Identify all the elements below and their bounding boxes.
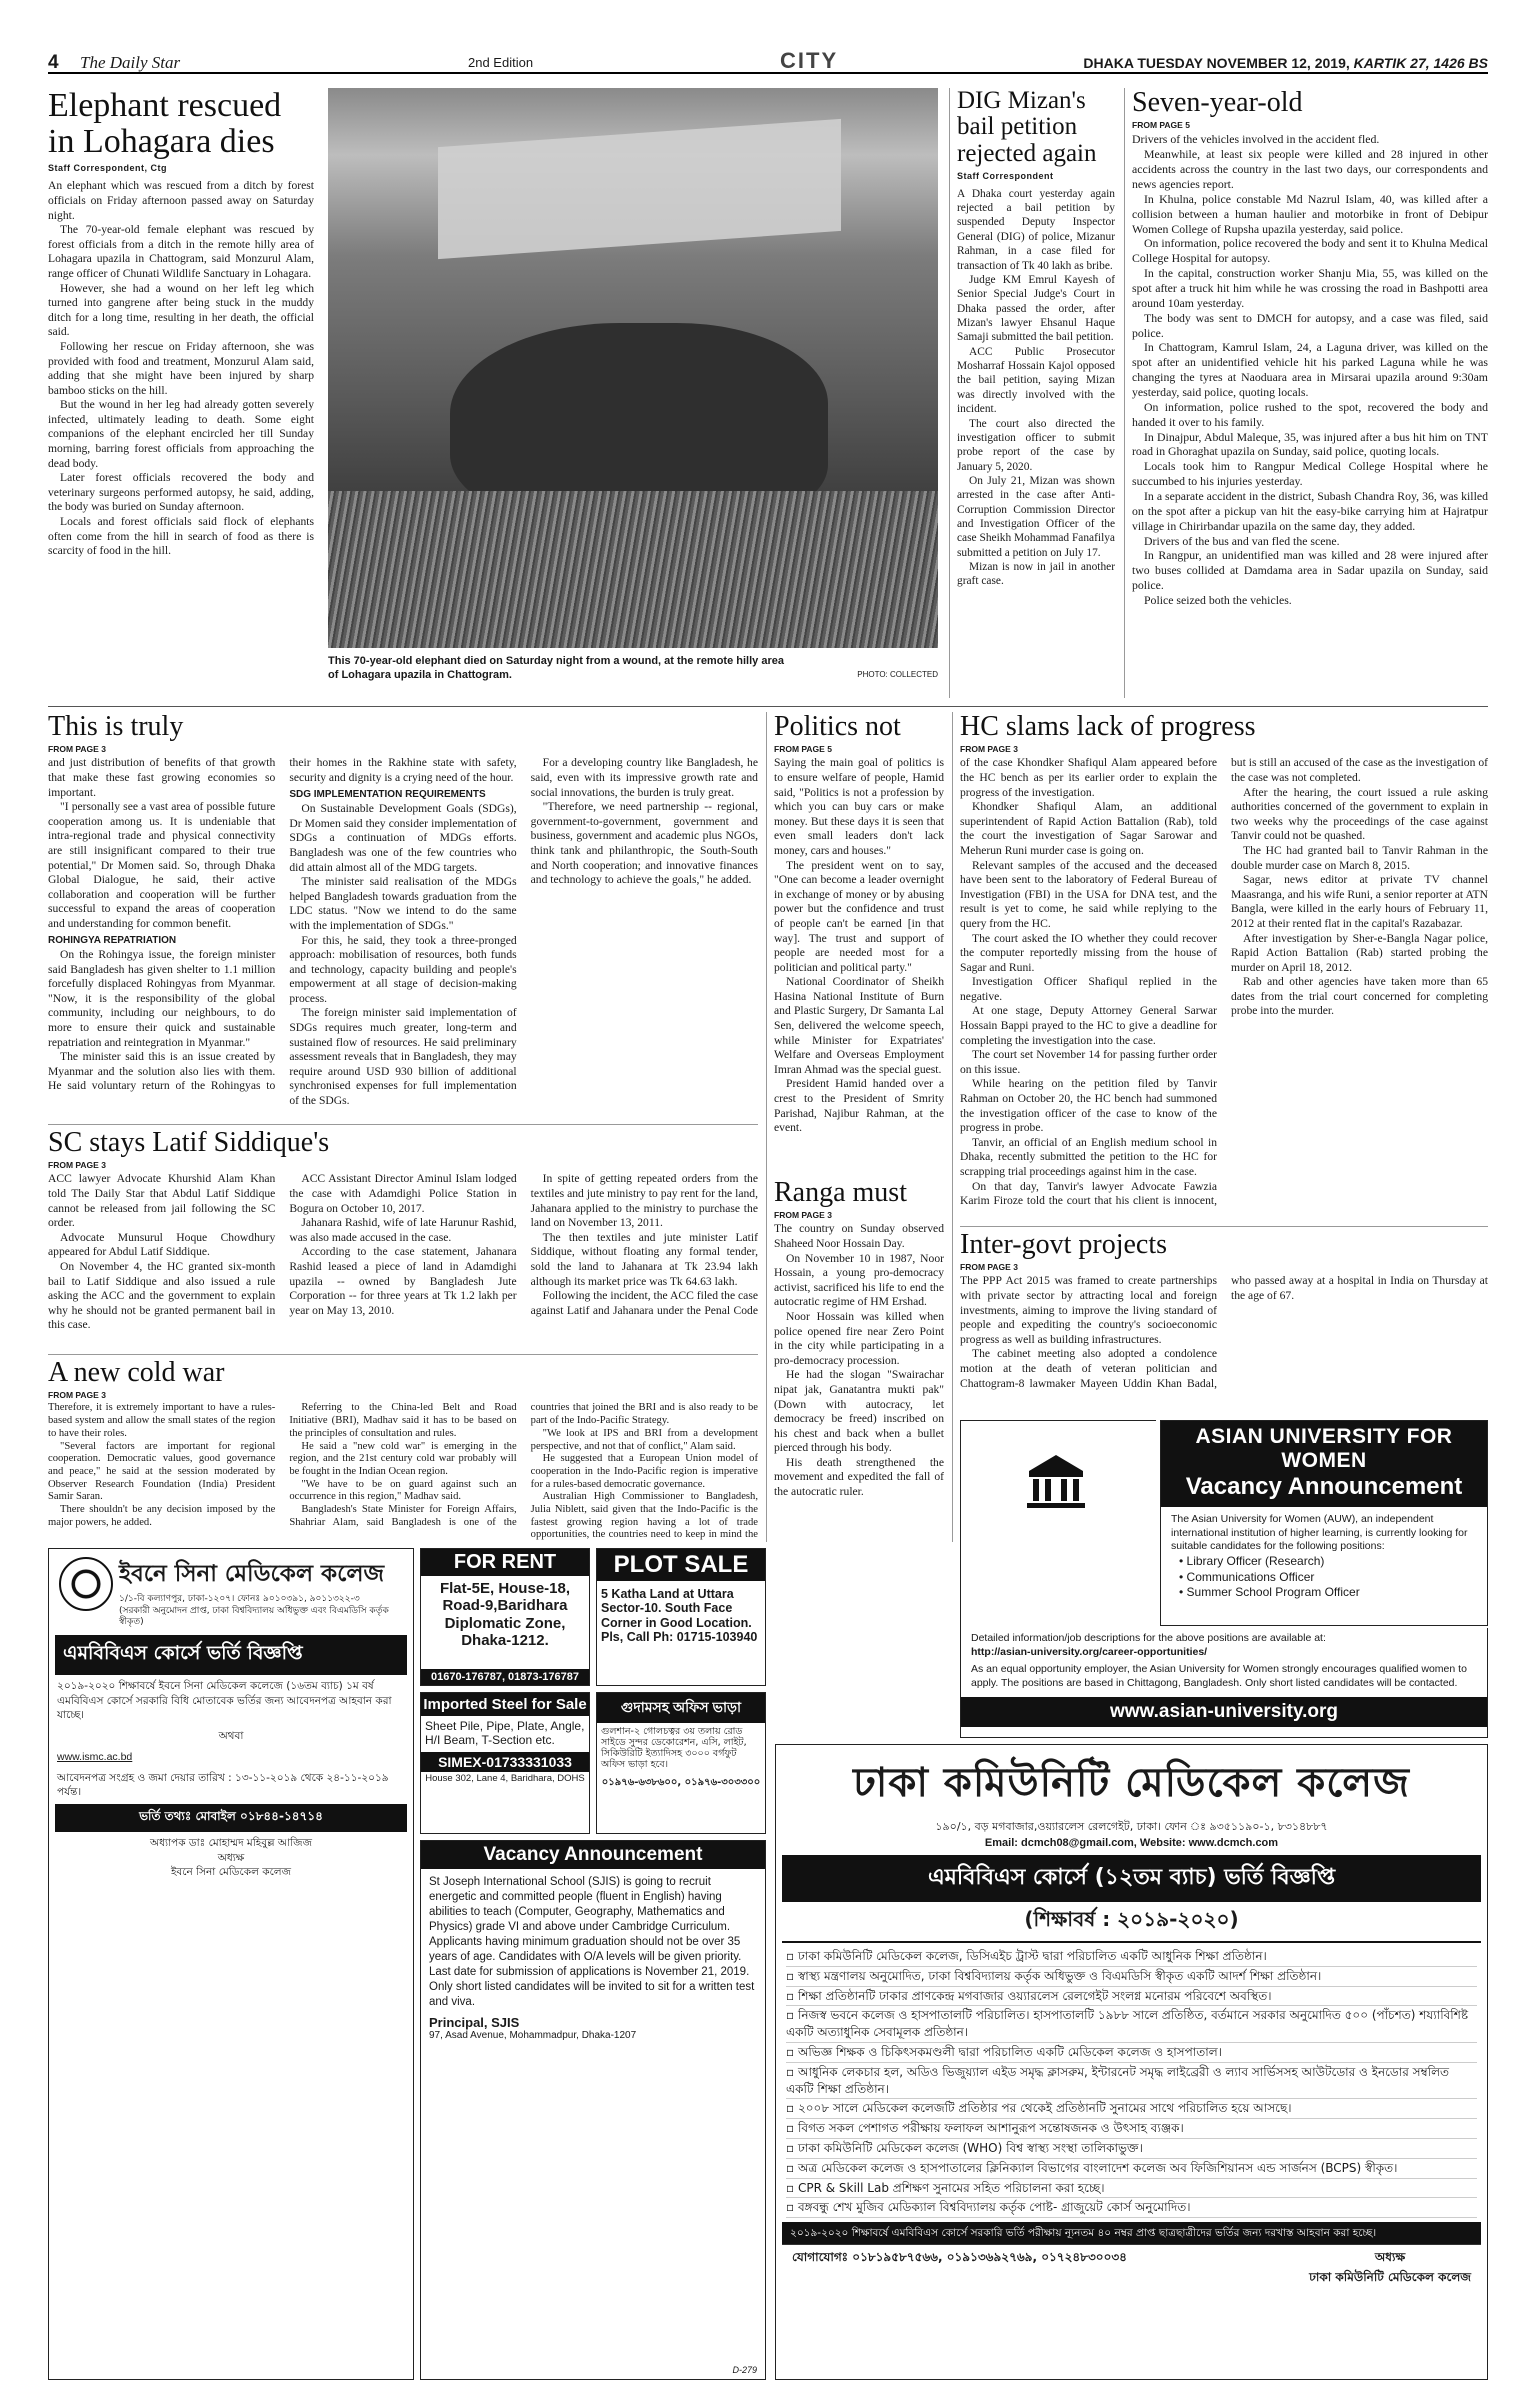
ad-text: Sheet Pile, Pipe, Plate, Angle, H/I Beam, T-Section etc.	[425, 1719, 585, 1747]
paragraph: Jahanara Rashid, wife of late Harunur Rashid, was also made accused in the case.	[289, 1216, 517, 1244]
ad-footnote: ২০১৯-২০২০ শিক্ষাবর্ষে এমবিবিএস কোর্সে সরকারি ভর্তি পরীক্ষায় ন্যূনতম ৪০ নম্বর প্রাপ্ত ছাত্রছাত্রীদের ভর্তির জন্য দরখাস্ত আহবান করা হচ্ছে।	[782, 2222, 1481, 2244]
jump-from: FROM PAGE 3	[960, 744, 1018, 755]
photo-grass	[328, 491, 938, 648]
page-number: 4	[48, 52, 59, 73]
list-item: ▫ CPR & Skill Lab প্রশিক্ষণ সুনামের সহিত পরিচালনা করা হচ্ছে।	[786, 2179, 1477, 2199]
headline: A new cold war	[48, 1358, 225, 1388]
paragraph: The court set November 14 for passing further order on this issue.	[960, 1048, 1217, 1076]
list-item: ▫ স্বাস্থ্য মন্ত্রণালয় অনুমোদিত, ঢাকা বিশ্ববিদ্যালয় কর্তৃক অধিভুক্ত ও বিএমডিসি স্বীকৃত একটি আদর্শ শিক্ষা প্রতিষ্ঠান।	[786, 1967, 1477, 1987]
byline: Staff Correspondent	[957, 170, 1054, 181]
list-item-text: নিজস্ব ভবনে কলেজ ও হাসপাতালটি পরিচালিত। হাসপাতালটি ১৯৮৮ সালে প্রতিষ্ঠিত, বর্তমানে সরকার অনুমোদিত ৫০০ (পাঁচশত) শয্যাবিশিষ্ট একটি অত্যাধুনিক সেবামূলক প্রতিষ্ঠান।	[786, 2008, 1469, 2040]
paragraph: The president went on to say, "One can become a leader overnight in exchange of money or by abusing power but the confidence and trust of people can't be earned [in that way]. The trust and support of people are needed most for a politician and political party."	[774, 858, 944, 974]
ad-phone: SIMEX-01733331033	[421, 1752, 589, 1772]
edition: 2nd Edition	[468, 55, 534, 70]
career-link[interactable]: http://asian-university.org/career-opportunities/	[971, 1645, 1208, 1658]
paragraph: After the hearing, the court issued a rule asking authorities concerned of the government to explain in two weeks why the proceedings of the case against Tanvir could not be quashed.	[1231, 785, 1488, 843]
paragraph: National Coordinator of Sheikh Hasina National Institute of Burn and Plastic Surgery, Dr Samanta Lal Sen, delivered the welcome speech, while Minister for Expatriates' Welfare and Overseas Employment Imran Ahmad was the special guest.	[774, 975, 944, 1076]
section-rule	[48, 1354, 758, 1355]
position-item: • Communications Officer	[1179, 1569, 1315, 1584]
ad-sjis-vacancy	[420, 1840, 766, 2380]
section-name: CITY	[780, 48, 839, 73]
paragraph: Sagar, news editor at private TV channel Maasranga, and his wife Runi, a senior reporter at ATN Bangla, were killed in the early hours of February 11, 2012 at their rented flat in the capital's Razabazar.	[1231, 873, 1488, 930]
ad-asian-university-left	[960, 1420, 1156, 1628]
ad-contact	[782, 2244, 1481, 2285]
ad-heading: Imported Steel for Sale	[421, 1693, 589, 1716]
ad-intro: ২০১৯-২০২০ শিক্ষাবর্ষে ইবনে সিনা মেডিকেল কলেজে (১৬তম ব্যাচ) ১ম বর্ষ এমবিবিএস কোর্সে সরকারি বিধি মোতাবেক ভর্তির জন্য আবেদনপত্র আহবান করা যাচ্ছে।	[57, 1680, 392, 1722]
article-body	[960, 1274, 1488, 1414]
ad-detail-text: Detailed information/job descriptions for the above positions are available at:	[971, 1632, 1326, 1644]
paragraph: In Dinajpur, Abdul Maleque, 35, was injured after a bus hit him on TNT road in Ghoraghat upazila on Sunday, said police, quoting locals.	[1132, 429, 1488, 459]
jump-from: FROM PAGE 3	[48, 1390, 106, 1401]
headline: DIG Mizan's bail petition rejected again	[957, 88, 1097, 167]
ad-intro: The Asian University for Women (AUW), an independent international institution of higher learning, is currently looking for suitable candidates for the following positions:	[1171, 1513, 1468, 1553]
ad-banner: এমবিবিএস কোর্সে ভর্তি বিজ্ঞপ্তি	[55, 1635, 407, 1675]
headline: Ranga must	[774, 1178, 907, 1208]
article-seven-year-old	[1132, 88, 1488, 698]
position-item: • Library Officer (Research)	[1179, 1553, 1325, 1568]
paragraph: The PPP Act 2015 was framed to create partnerships with private sector by attracting local and foreign investments, aiming to improve the living standard of people and expediting the country's socioeconomic progress as well as building infrastructures.	[960, 1274, 1217, 1346]
paragraph: On that day, Tanvir's lawyer Advocate Fawzia Karim Firoze told the court that his client is innocent, but is still an accused of the case as the investigation of the case was not completed.	[960, 756, 1488, 1208]
headline: SC stays Latif Siddique's	[48, 1128, 330, 1158]
paragraph: Saying the main goal of politics is to ensure welfare of people, Hamid said, "Politics is not a profession by which you can buy cars or make money. But these days it is seen that even small leaders don't lack money, cars and houses."	[774, 756, 944, 857]
signer-org: ইবনে সিনা মেডিকেল কলেজ	[170, 1866, 292, 1879]
paragraph: "We look at IPS and BRI from a development perspective, and not that of conflict," Alam said.	[530, 1427, 758, 1452]
ad-ibn-sina-medical	[48, 1548, 414, 2380]
paragraph: There shouldn't be any decision imposed by the major powers, he added.	[48, 1504, 276, 1528]
paragraph: Investigation Officer Shafiqul replied in the negative.	[960, 975, 1217, 1003]
paragraph: The country on Sunday observed Shaheed Noor Hossain Day.	[774, 1222, 944, 1250]
article-new-cold-war	[48, 1358, 758, 1544]
paragraph: The court also directed the investigation officer to submit probe report of the case by January 5, 2020.	[957, 417, 1115, 473]
paragraph: He said a "new cold war" is emerging in the region, and the 21st century cold war probably will be fought in the Indian Ocean region.	[289, 1440, 517, 1477]
ad-text: 5 Katha Land at Uttara Sector-10. South Face Corner in Good Location. Pls, Call Ph: 01715-103940	[601, 1587, 758, 1645]
paragraph: The minister said this is an issue created by Myanmar and the solution also lies with them. He said voluntary return of the Rohingyas to their homes in the Rakhine state with safety, security and dignity is a crying need of the hour.	[48, 756, 517, 1093]
ad-asian-university	[1160, 1420, 1488, 1626]
signer-title: অধ্যক্ষ	[217, 1851, 245, 1864]
ad-asian-university-lower	[960, 1628, 1488, 1738]
photo-credit: PHOTO: COLLECTED	[857, 670, 938, 679]
list-item-text: বিগত সকল পেশাগত পরীক্ষায় ফলাফল আশানুরূপ সন্তোষজনক ও উৎসাহ ব্যঞ্জক।	[797, 2121, 1184, 2136]
paper-name: The Daily Star	[80, 53, 181, 72]
list-item-text: অত্র মেডিকেল কলেজ ও হাসপাতালের ক্লিনিক্যাল বিভাগের বাংলাদেশ কলেজ অব ফিজিশিয়ানস এন্ড সার্জনস (BCPS) স্বীকৃত।	[797, 2160, 1398, 2175]
ad-text: Flat-5E, House-18, Road-9,Baridhara Diplomatic Zone, Dhaka-1212.	[439, 1580, 571, 1649]
ad-office-rent	[596, 1692, 766, 1834]
subheading: SDG IMPLEMENTATION REQUIREMENTS	[289, 788, 486, 800]
list-item: ▫ ঢাকা কমিউনিটি মেডিকেল কলেজ (WHO) বিশ্ব স্বাস্থ্য সংস্থা তালিকাভুক্ত।	[786, 2139, 1477, 2159]
paragraph: The body was sent to DMCH for autopsy, and a case was filed, said police.	[1132, 310, 1488, 340]
ad-deadline: আবেদনপত্র সংগ্রহ ও জমা দেয়ার তারিখ : ১৩-১১-২০১৯ থেকে ২৪-১১-২০১৯ পর্যন্ত।	[57, 1771, 389, 1799]
paragraph: On November 10 in 1987, Noor Hossain, a young pro-democracy activist, sacrificed his life to end the autocratic regime of HM Ershad.	[774, 1251, 944, 1309]
date-bn: KARTIK 27, 1426 BS	[1353, 55, 1488, 71]
column-rule	[1124, 88, 1125, 698]
paragraph: Mizan is now in jail in another graft case.	[957, 561, 1115, 588]
headline: This is truly	[48, 712, 184, 742]
paragraph: An elephant which was rescued from a ditch by forest officials on Friday afternoon passed away on Saturday night.	[48, 179, 314, 222]
signer-name: অধ্যাপক ডাঃ মোহাম্মদ মহিবুল্ল আজিজ	[150, 1836, 312, 1849]
ad-text: St Joseph International School (SJIS) is going to recruit energetic and committed people (fluent in English) having abilities to teach (Computer, Geography, Mathematics and Physics) grade VI and above under Cambridge Curriculum. Applicants having minimum graduation should not be over 35 years of age. Candidates with O/A levels will be given priority. Last date for submission of applications is November 21, 2019. Only short listed candidates will be invited to sit for a written test and viva.	[429, 1876, 755, 2008]
paragraph: On the Rohingya issue, the foreign minister said Bangladesh has given shelter to 1.1 million forcefully displaced Rohingyas from Myanmar. "Now, it is the responsibility of the global community, including our neighbours, to do more to ensure their quick and sustainable repatriation and reintegration in Myanmar."	[48, 948, 276, 1049]
position-item: • Summer School Program Officer	[1179, 1585, 1360, 1600]
list-item: ▫ ২০০৮ সালে মেডিকেল কলেজটি প্রতিষ্ঠার পর থেকেই প্রতিষ্ঠানটি সুনামের সাথে পরিচালিত হয়ে আসছে।	[786, 2099, 1477, 2119]
list-item-text: শিক্ষা প্রতিষ্ঠানটি ঢাকার প্রাণকেন্দ্র মগবাজার ওয়্যারলেস রেলগেইট সংলগ্ন মনোরম পরিবেশে অবস্থিত।	[797, 1988, 1272, 2003]
paragraph: The foreign minister said implementation of SDGs requires much greater, long-term and sustained flow of resources. He said preliminary assessment reveals that in Bangladesh, they may require around USD 930 billion of additional synchronised expenses for full implementation of the SDGs.	[289, 1006, 517, 1108]
paragraph: According to the case statement, Jahanara Rashid leased a piece of land in Adamdighi upazila -- owned by Bangladesh Jute Corporation -- for three years at Tk 1.2 lakh per year on May 13, 2010.	[289, 1245, 517, 1317]
headline: Elephant rescued in Lohagara dies	[48, 87, 282, 160]
article-body	[774, 756, 944, 1135]
paragraph: ACC Public Prosecutor Mosharraf Hossain Kajol opposed the bail petition, saying Mizan was directly involved with the incident.	[957, 345, 1115, 416]
paragraph: For a developing country like Bangladesh, he said, even with its impressive growth rate and social innovations, the burden is truly great.	[530, 756, 758, 799]
paragraph: Referring to the China-led Belt and Road Initiative (BRI), Madhav said it has to be based on the principles of consultation and rules.	[289, 1402, 517, 1439]
headline: Seven-year-old	[1132, 88, 1303, 118]
date-en: DHAKA TUESDAY NOVEMBER 12, 2019,	[1083, 55, 1350, 71]
list-item: ▫ শিক্ষা প্রতিষ্ঠানটি ঢাকার প্রাণকেন্দ্র মগবাজার ওয়্যারলেস রেলগেইট সংলগ্ন মনোরম পরিবেশে অবস্থিত।	[786, 1987, 1477, 2007]
article-elephant	[48, 88, 314, 698]
paragraph: A Dhaka court yesterday again rejected a bail petition by suspended Deputy Inspector General (DIG) of police, Mizanur Rahman, in a case filed for transaction of Tk 40 lakh as bribe.	[957, 187, 1115, 272]
ad-email: Email: dcmch08@gmail.com, Website: www.dcmch.com	[984, 1837, 1279, 1849]
auw-logo-icon	[1021, 1451, 1091, 1511]
article-body	[48, 1172, 758, 1347]
paragraph: For this, he said, they took a three-pronged approach: mobilisation of resources, both funds and technology, capacity building and people's empowerment at all stage of decision-making process.	[289, 933, 517, 1005]
paragraph: Locals took him to Rangpur Medical College Hospital where he succumbed to his injuries yesterday.	[1132, 459, 1488, 489]
paragraph: "Several factors are important for regional cooperation. Democratic values, good governance and peace," he said at the session moderated by Observer Research Foundation (India) President Samir Saran.	[48, 1440, 276, 1503]
paragraph: Rab and other agencies have taken more than 65 dates from the trial court concerned for completing probe into the murder.	[1231, 975, 1488, 1018]
paragraph: ACC Assistant Director Aminul Islam lodged the case with Adamdighi Police Station in Bogura on October 10, 2017.	[289, 1172, 517, 1215]
ad-address: House 302, Lane 4, Baridhara, DOHS	[425, 1772, 585, 1784]
paragraph: Drivers of the bus and van fled the scene.	[1144, 533, 1340, 548]
section-rule	[48, 706, 1488, 707]
paragraph: "I personally see a vast area of possible future cooperation among us. It is undeniable that intra-regional trade and physical connectivity are still insignificant compared to their true potential," Dr Momen said. So, through Dhaka Global Dialogue, he said, their active collaboration and cooperation will be further successful to expand the areas of cooperation and understanding for common benefit.	[48, 800, 276, 930]
paragraph: However, she had a wound on her left leg which turned into gangrene after being stuck in the muddy ditch for a long time, resulting in her death, the official said.	[48, 281, 314, 339]
position-label: Summer School Program Officer	[1186, 1585, 1360, 1600]
ad-address-note: (সরকারী অনুমোদন প্রাপ্ত, ঢাকা বিশ্ববিদ্যালয় অধিভুক্ত এবং বিএমডিসি কর্তৃক স্বীকৃত)	[119, 1605, 389, 1628]
list-item: ▫ বঙ্গবন্ধু শেখ মুজিব মেডিক্যাল বিশ্ববিদ্যালয় কর্তৃক পোষ্ট- গ্রাজুয়েট কোর্স অনুমোদিত।	[786, 2198, 1477, 2218]
photo-tarp	[438, 119, 841, 259]
paragraph: In Chattogram, Kamrul Islam, 24, a Laguna driver, was killed on the spot after an unidentified vehicle hit his parked Laguna while he was changing the tyres at Naoduara area in Mirsarai upazila around 9:30am yesterday, said police, quoting locals.	[1132, 340, 1488, 399]
jump-from: FROM PAGE 5	[774, 744, 832, 755]
paragraph: Tanvir, an official of an English medium school in Dhaka, recently submitted the petition to the HC for scrapping trial proceedings against him in the case.	[960, 1135, 1217, 1179]
paragraph: The HC had granted bail to Tanvir Rahman in the double murder case on March 8, 2015.	[1231, 843, 1488, 872]
paragraph: Advocate Munsurul Hoque Chowdhury appeared for Abdul Latif Siddique.	[48, 1230, 276, 1259]
signer-org: ঢাকা কমিউনিটি মেডিকেল কলেজ	[1309, 2270, 1471, 2285]
ad-signer	[1309, 2249, 1471, 2289]
subheading: ROHINGYA REPATRIATION	[48, 934, 177, 946]
article-inter-govt	[960, 1230, 1488, 1416]
article-sc-stays	[48, 1128, 758, 1350]
ad-session: (শিক্ষাবর্ষ : ২০১৯-২০২০)	[782, 1902, 1481, 1943]
paragraph: of the case Khondker Shafiqul Alam appeared before the HC bench as per its earlier order to explain the progress of the investigation.	[960, 756, 1217, 799]
list-item: ▫ বিগত সকল পেশাগত পরীক্ষায় ফলাফল আশানুরূপ সন্তোষজনক ও উৎসাহ ব্যঞ্জক।	[786, 2119, 1477, 2139]
ad-body	[1161, 1507, 1487, 1607]
jump-from: FROM PAGE 3	[48, 744, 106, 755]
article-dig-mizan	[957, 88, 1115, 698]
position-label: Library Officer (Research)	[1186, 1553, 1325, 1568]
ad-detail	[961, 1628, 1487, 1697]
article-this-is-truly	[48, 712, 758, 1120]
list-item: ▫ আধুনিক লেকচার হল, অডিও ভিজুয়্যাল এইড সমৃদ্ধ ক্লাসরুম, ইন্টারনেট সমৃদ্ধ লাইব্রেরী ও ল্যাব সার্ভিসসহ আউটডোর ও ইনডোর সম্বলিত একটি শিক্ষা প্রতিষ্ঠান।	[786, 2063, 1477, 2100]
list-item: ▫ নিজস্ব ভবনে কলেজ ও হাসপাতালটি পরিচালিত। হাসপাতালটি ১৯৮৮ সালে প্রতিষ্ঠিত, বর্তমানে সরকার অনুমোদিত ৫০০ (পাঁচশত) শয্যাবিশিষ্ট একটি অত্যাধুনিক সেবামূলক প্রতিষ্ঠান।	[786, 2006, 1477, 2043]
paragraph: After investigation by Sher-e-Bangla Nagar police, Rapid Action Battalion (Rab) started probing the murder on April 18, 2012.	[1231, 931, 1488, 974]
elephant-photo	[328, 88, 938, 648]
ad-dhaka-community-medical	[775, 1744, 1488, 2380]
jump-from: FROM PAGE 5	[1132, 120, 1190, 131]
paragraph: Noor Hossain was killed when police opened fire near Zero Point in the city while participating in a pro-democracy procession.	[774, 1309, 944, 1367]
paragraph: Police seized both the vehicles.	[1144, 593, 1292, 608]
masthead	[48, 48, 1488, 74]
contact-numbers: যোগাযোগঃ ০১৮১৯৫৮৭৫৬৬, ০১৯১৩৬৯২৭৬৯, ০১৭২৪৮৩০০৩৪	[792, 2250, 1127, 2265]
column-rule	[766, 712, 767, 1542]
ad-imported-steel	[420, 1692, 590, 1834]
list-item-text: ঢাকা কমিউনিটি মেডিকেল কলেজ, ডিসিএইচ ট্রাস্ট দ্বারা পরিচালিত একটি আধুনিক শিক্ষা প্রতিষ্ঠান।	[797, 1949, 1267, 1963]
list-item-text: অভিজ্ঞ শিক্ষক ও চিকিৎসকমণ্ডলী দ্বারা পরিচালিত একটি মেডিকেল কলেজ ও হাসপাতাল।	[797, 2044, 1222, 2059]
ad-website[interactable]: www.asian-university.org	[961, 1697, 1487, 1727]
list-item: ▫ ঢাকা কমিউনিটি মেডিকেল কলেজ, ডিসিএইচ ট্রাস্ট দ্বারা পরিচালিত একটি আধুনিক শিক্ষা প্রতিষ্ঠান।	[786, 1947, 1477, 1967]
paragraph: The minister said realisation of the MDGs helped Bangladesh towards graduation from the LDC status. "Now we intend to do the same with the implementation of SDGs."	[289, 875, 517, 932]
article-body	[48, 1402, 758, 1544]
ad-feature-list	[776, 1943, 1487, 2222]
college-crest-icon	[59, 1557, 113, 1611]
paragraph: Khondker Shafiqul Alam, an additional superintendent of Rapid Action Battalion (Rab), told the court the investigation of Sagar Sarowar and Meherun Runi murder case is going on.	[960, 800, 1217, 857]
paragraph: Meanwhile, at least six people were killed and 28 injured in other accidents across the country in the last two days, our correspondents and news agencies report.	[1132, 147, 1488, 191]
column-rule	[952, 712, 953, 1542]
ad-signer: Principal, SJIS	[429, 2015, 520, 2031]
ad-heading: Vacancy Announcement	[421, 1841, 765, 1869]
byline: Staff Correspondent, Ctg	[48, 163, 167, 174]
ad-title: ঢাকা কমিউনিটি মেডিকেল কলেজ	[853, 1760, 1410, 1806]
list-item: ▫ অভিজ্ঞ শিক্ষক ও চিকিৎসকমণ্ডলী দ্বারা পরিচালিত একটি মেডিকেল কলেজ ও হাসপাতাল।	[786, 2043, 1477, 2063]
list-item: ▫ অত্র মেডিকেল কলেজ ও হাসপাতালের ক্লিনিক্যাল বিভাগের বাংলাদেশ কলেজ অব ফিজিশিয়ানস এন্ড সার্জনস (BCPS) স্বীকৃত।	[786, 2159, 1477, 2179]
paragraph: The court asked the IO whether they could recover the computer reportedly missing from the house of Sagar and Runi.	[960, 931, 1217, 974]
paragraph: Following the incident, the ACC filed the case against Latif and Jahanara under the Penal Code	[530, 1289, 758, 1317]
signer-title: অধ্যক্ষ	[1374, 2250, 1406, 2265]
paragraph: Later forest officials recovered the body and veterinary surgeons performed autopsy, he said, adding, the body was buried on Sunday afternoon.	[48, 471, 314, 514]
paragraph: Locals and forest officials said flock of elephants often come from the hill in search of food as there is scarcity of food in the hill.	[48, 515, 314, 558]
paragraph: President Hamid handed over a crest to the President of Smrity Parishad, Najibur Rahman, at the event.	[774, 1077, 944, 1135]
section-rule	[48, 1124, 758, 1125]
paragraph: His death strengthened the movement and expedited the fall of the autocratic ruler.	[774, 1455, 944, 1499]
list-item-text: CPR & Skill Lab প্রশিক্ষণ সুনামের সহিত পরিচালনা করা হচ্ছে।	[797, 2180, 1105, 2195]
article-body	[774, 1222, 944, 1499]
ad-heading: গুদামসহ অফিস ভাড়া	[597, 1693, 765, 1723]
article-body	[48, 756, 758, 1111]
ad-text: গুলশান-২ গোলচত্বর ৩য় তলায় রোড সাইডে সুন্দর ডেকোরেশন, এসি, লাইট, সিকিউরিটি ইত্যাদিসহ ৩০০০ বর্গফুট অফিস ভাড়া হবে।	[601, 1726, 747, 1770]
article-politics-not	[774, 712, 944, 1172]
paragraph: In Rangpur, an unidentified man was killed and 28 were injured after two buses collided at Damdama area in Sadar upazila on Sunday, said police.	[1132, 548, 1488, 593]
jump-from: FROM PAGE 3	[774, 1210, 832, 1221]
paragraph: The cabinet meeting also adopted a condolence motion at the death of veteran politician and Chattogram-8 lawmaker Mayeen Uddin Khan Badal, who passed away at a hospital in India on Thursday at the age of 67.	[960, 1274, 1488, 1390]
article-body	[48, 179, 314, 558]
ad-phone: ০১৯৭৬-৬৩৮৬০০, ০১৯৭৬-৩০৩৩০০	[601, 1776, 761, 1788]
paragraph: He had the slogan "Swairachar nipat jak, Ganatantra mukti pak" (Down with autocracy, let democracy be freed) inscribed on his chest and back when a bullet pierced through his body.	[774, 1368, 944, 1455]
paragraph: On information, police recovered the body and sent it to Khulna Medical College Hospital for autopsy.	[1132, 236, 1488, 266]
paragraph: In the capital, construction worker Shanju Mia, 55, was killed on the spot after a truck hit him while he was crossing the road in Bashpotti area around 10am yesterday.	[1132, 266, 1488, 310]
paragraph: The 70-year-old female elephant was rescued by forest officials from a ditch in the remote hilly area of Lohagara upazila in Chattogram, said Monzurul Alam, range officer of Chunati Wildlife Sanctuary in Lohagara.	[48, 223, 314, 280]
column-rule	[949, 88, 950, 698]
paragraph: In spite of getting repeated orders from the textiles and jute ministry to pay rent for the land, Jahanara applied to the ministry to purchase the land on November 13, 2011.	[530, 1172, 758, 1230]
paragraph: On July 21, Mizan was shown arrested in the case after Anti-Corruption Commission Director and Investigation Officer of the case Sheikh Mohammad Fanafilya submitted a petition on July 17.	[957, 474, 1115, 559]
list-item-text: স্বাস্থ্য মন্ত্রণালয় অনুমোদিত, ঢাকা বিশ্ববিদ্যালয় কর্তৃক অধিভুক্ত ও বিএমডিসি স্বীকৃত একটি আদর্শ শিক্ষা প্রতিষ্ঠান।	[797, 1968, 1322, 1983]
paragraph: In Khulna, police constable Md Nazrul Islam, 40, was killed after a collision between a human haulier and motorbike in front of Debipur Women College of Rupsha upazila yesterday, said police.	[1132, 191, 1488, 236]
paragraph: Drivers of the vehicles involved in the accident fled.	[1132, 132, 1380, 147]
list-item-text: ঢাকা কমিউনিটি মেডিকেল কলেজ (WHO) বিশ্ব স্বাস্থ্য সংস্থা তালিকাভুক্ত।	[797, 2140, 1143, 2155]
paragraph: On information, police rushed to the spot, recovered the body and handed it over to his family.	[1132, 399, 1488, 429]
section-rule	[960, 1226, 1488, 1227]
article-hc-slams	[960, 712, 1488, 1224]
college-link[interactable]: www.ismc.ac.bd	[57, 1750, 133, 1763]
paragraph: Relevant samples of the accused and the deceased have been sent to the laboratory of Federal Bureau of Investigation (FBI) in the USA for DNA test, and the result is yet to come, he said while replying to the query from the HC.	[960, 858, 1217, 930]
paragraph: ACC lawyer Advocate Khurshid Alam Khan told The Daily Star that Abdul Latif Siddique cannot be released from jail following the SC order.	[48, 1172, 276, 1230]
ad-title: ASIAN UNIVERSITY FOR WOMEN	[1161, 1421, 1487, 1473]
ad-code: D-279	[732, 2365, 757, 2375]
ad-banner: এমবিবিএস কোর্সে (১২তম ব্যাচ) ভর্তি বিজ্ঞপ্তি	[782, 1855, 1481, 1902]
paragraph: The then textiles and jute minister Latif Siddique, without floating any formal tender, sold the land to Jahanara at Tk 23.94 lakh although its market price was Tk 64.63 lakh.	[530, 1230, 758, 1288]
paragraph: Following her rescue on Friday afternoon, she was provided with food and treatment, Monzurul Alam said, adding that she might have been injured by sharp bamboo sticks on the hill.	[48, 339, 314, 397]
article-body	[957, 187, 1115, 589]
ad-subtitle: Vacancy Announcement	[1161, 1473, 1487, 1507]
paragraph: In a separate accident in the district, Subash Chandra Roy, 36, was killed on the spot after a pickup van hit the easy-bike carrying him at Hajratpur village in Chirirbandar upazila on the same day, they added.	[1132, 489, 1488, 533]
jump-from: FROM PAGE 3	[960, 1262, 1018, 1273]
ad-title: ইবনে সিনা মেডিকেল কলেজ	[119, 1561, 385, 1587]
photo-caption: This 70-year-old elephant died on Saturday night from a wound, at the remote hilly area of Lohagara upazila in Chattogram.	[328, 655, 784, 682]
ad-body	[49, 1675, 413, 1804]
ad-heading: PLOT SALE	[597, 1549, 765, 1581]
paragraph: At one stage, Deputy Attorney General Sarwar Hossain Bappi prayed to the HC to give a deadline for completing the investigation into the case.	[960, 1004, 1217, 1047]
equal-opportunity-text: As an equal opportunity employer, the Asian University for Women strongly encourages qualified women to apply. The positions are based in Chittagong, Bangladesh. Only short listed candidates will be contacted.	[971, 1663, 1467, 1689]
headline: HC slams lack of progress	[960, 712, 1256, 742]
paragraph: But the wound in her leg had already gotten severely infected, ultimately leading to death. Some eight companions of the elephant encircled her till Sunday morning, barring forest officials from approaching the dead body.	[48, 398, 314, 470]
list-item-text: ২০০৮ সালে মেডিকেল কলেজটি প্রতিষ্ঠার পর থেকেই প্রতিষ্ঠানটি সুনামের সাথে পরিচালিত হয়ে আসছে।	[797, 2101, 1292, 2116]
article-body	[1132, 132, 1488, 608]
paragraph: Therefore, it is extremely important to have a rules-based system and allow the small states of the region to have their roles.	[48, 1402, 276, 1439]
paragraph: On November 4, the HC granted six-month bail to Latif Siddique and also issued a rule asking the ACC and the government to explain why he should not be granted permanent bail in this case.	[48, 1259, 276, 1332]
paragraph: and just distribution of benefits of that growth that make these fast growing economies so important.	[48, 756, 276, 799]
ad-address: ১৯০/১, বড় মগবাজার,ওয়্যারলেস রেলগেইট, ঢাকা। ফোন ঃ ৯৩৫১১৯০-১, ৮৩১৪৮৮৭	[935, 1820, 1328, 1833]
ad-phone: 01670-176787, 01873-176787	[421, 1669, 589, 1685]
ad-plot-sale	[596, 1548, 766, 1686]
headline: Inter-govt projects	[960, 1230, 1168, 1260]
paragraph: He suggested that a European Union model of cooperation in the Indo-Pacific region is imperative for a rules-based democratic governance.	[530, 1453, 758, 1490]
paragraph: While hearing on the petition filed by Tanvir Rahman on October 20, the HC bench had summoned the investigation officer of the case to know of the progress in probe.	[960, 1077, 1217, 1135]
paragraph: Bangladesh's State Minister for Foreign Affairs, Shahriar Alam, said Bangladesh is one of the countries that joined the BRI and is also ready to be part of the Indo-Pacific Strategy.	[289, 1402, 758, 1528]
paragraph: Australian High Commissioner to Bangladesh, Julia Niblett, said given that the Indo-Pacific is the fastest growing region having a lot of trade opportunities, the countries need to keep in mind the	[530, 1491, 758, 1541]
jump-from: FROM PAGE 3	[48, 1160, 106, 1171]
article-ranga-must	[774, 1178, 944, 1542]
ad-for-rent	[420, 1548, 590, 1686]
paragraph: On Sustainable Development Goals (SDGs), Dr Momen said they consider implementation of SDGs a continuation of MDGs efforts. Bangladesh was one of the few countries who did attain almost all of the MDG targets.	[289, 802, 517, 874]
admission-phone: ভর্তি তথ্যঃ মোবাইল ০১৮৪৪-১৪৭১৪	[55, 1804, 407, 1832]
position-label: Communications Officer	[1186, 1569, 1315, 1584]
paragraph: "We have to be on guard against such an occurrence in this region," Madhav said.	[289, 1478, 517, 1503]
list-item-text: বঙ্গবন্ধু শেখ মুজিব মেডিক্যাল বিশ্ববিদ্যালয় কর্তৃক পোষ্ট- গ্রাজুয়েট কোর্স অনুমোদিত।	[797, 2200, 1191, 2215]
paragraph: "Therefore, we need partnership -- regional, government-to-government, government and business, government and academic plus NGOs, think tank and philanthropic, the South-South and North cooperation; and innovative finances and technology to achieve the goals," he added.	[530, 800, 758, 887]
headline: Politics not	[774, 712, 901, 742]
ad-option: অথবা	[218, 1730, 244, 1743]
ad-heading: FOR RENT	[421, 1549, 589, 1576]
ad-signer	[49, 1832, 413, 1884]
ad-address: 97, Asad Avenue, Mohammadpur, Dhaka-1207	[429, 2030, 637, 2042]
paragraph: Judge KM Emrul Kayesh of Senior Special Judge's Court in Dhaka passed the order, after Mizan's lawyer Ehsanul Haque Samaji submitted the bail petition.	[957, 273, 1115, 344]
ad-address: ১/১-বি কল্যাণপুর, ঢাকা-১২০৭। ফোনঃ ৯০১০৩৯১, ৯০১১৩২২-৩	[119, 1594, 360, 1604]
dateline	[1083, 55, 1488, 71]
article-body	[960, 756, 1488, 1216]
list-item-text: আধুনিক লেকচার হল, অডিও ভিজুয়্যাল এইড সমৃদ্ধ ক্লাসরুম, ইন্টারনেট সমৃদ্ধ লাইব্রেরী ও ল্যাব সার্ভিসসহ আউটডোর ও ইনডোর সম্বলিত একটি শিক্ষা প্রতিষ্ঠান।	[786, 2064, 1450, 2096]
